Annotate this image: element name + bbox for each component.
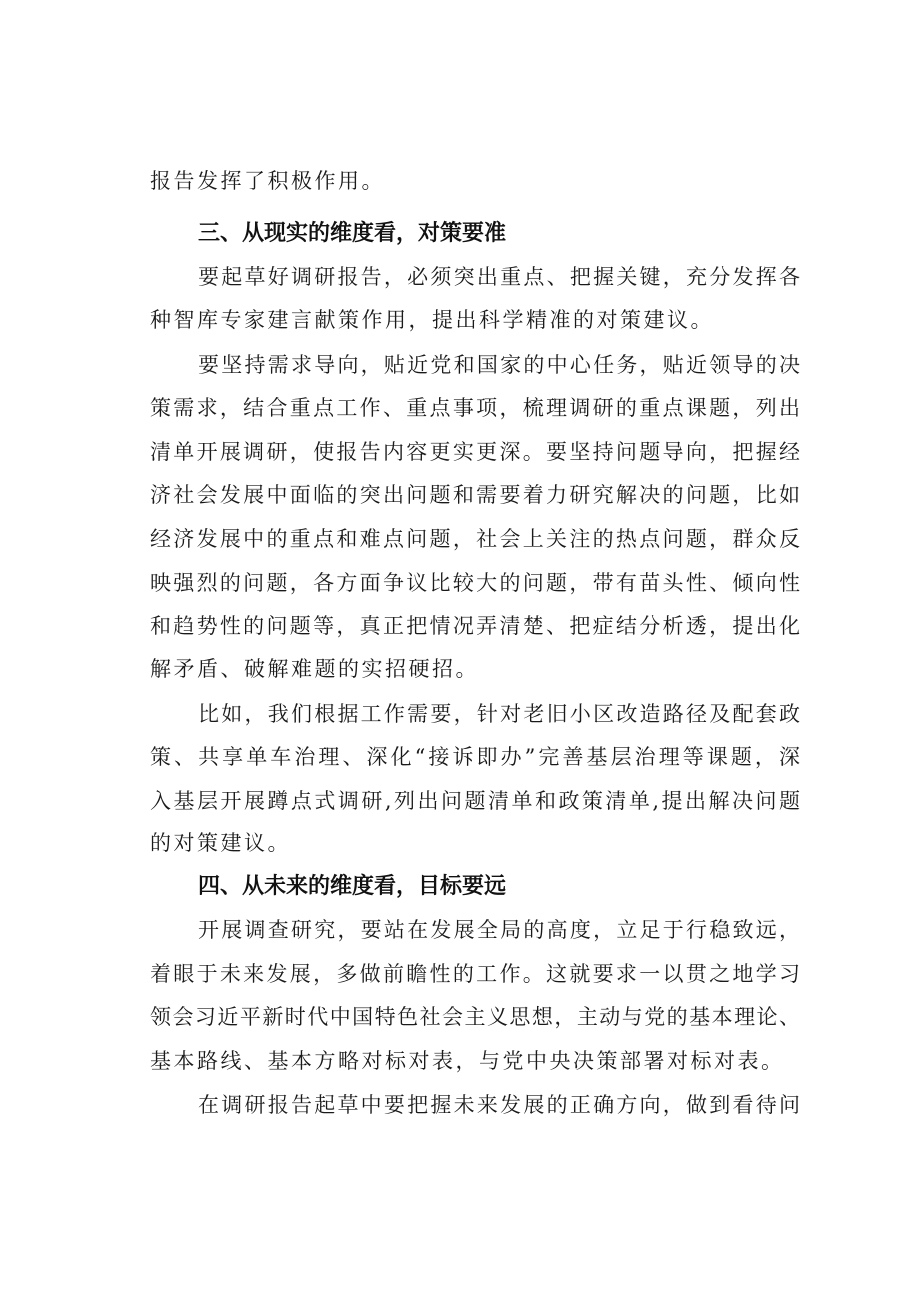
body-text-line: 在调研报告起草中要把握未来发展的正确方向，做到看待问: [198, 1093, 800, 1117]
body-text-line: 清单开展调研，使报告内容更实更深。要坚持问题导向，把握经: [150, 440, 800, 464]
body-text-line: 基本路线、基本方略对标对表，与党中央决策部署对标对表。: [150, 1049, 785, 1073]
body-text-line: 映强烈的问题，各方面争议比较大的问题，带有苗头性、倾向性: [150, 571, 800, 595]
body-text-line: 解矛盾、破解难题的实招硬招。: [150, 657, 479, 681]
body-text-line: 策、共享单车治理、深化“接诉即办”完善基层治理等课题，深: [150, 745, 800, 769]
body-text-line: 策需求，结合重点工作、重点事项，梳理调研的重点课题，列出: [150, 396, 800, 420]
body-text-line: 济社会发展中面临的突出问题和需要着力研究解决的问题，比如: [150, 483, 800, 507]
section-heading: 三、从现实的维度看，对策要准: [198, 221, 507, 246]
body-text-line: 领会习近平新时代中国特色社会主义思想，主动与党的基本理论、: [150, 1005, 800, 1029]
body-text-line: 要起草好调研报告，必须突出重点、把握关键，充分发挥各: [198, 265, 800, 289]
body-text-line: 比如，我们根据工作需要，针对老旧小区改造路径及配套政: [198, 702, 800, 726]
body-text-line: 的对策建议。: [150, 831, 291, 855]
body-text-line: 要坚持需求导向，贴近党和国家的中心任务，贴近领导的决: [198, 353, 800, 377]
body-text-line: 经济发展中的重点和难点问题，社会上关注的热点问题，群众反: [150, 527, 800, 551]
body-text-line: 入基层开展蹲点式调研,列出问题清单和政策清单,提出解决问题: [150, 789, 800, 813]
section-heading: 四、从未来的维度看，目标要远: [198, 874, 507, 899]
body-text-line: 和趋势性的问题等，真正把情况弄清楚、把症结分析透，提出化: [150, 614, 800, 638]
body-text-line: 着眼于未来发展，多做前瞻性的工作。这就要求一以贯之地学习: [150, 962, 800, 986]
body-text-line: 报告发挥了积极作用。: [150, 169, 385, 193]
body-text-line: 开展调查研究，要站在发展全局的高度，立足于行稳致远，: [198, 918, 800, 942]
body-text-line: 种智库专家建言献策作用，提出科学精准的对策建议。: [150, 308, 714, 332]
